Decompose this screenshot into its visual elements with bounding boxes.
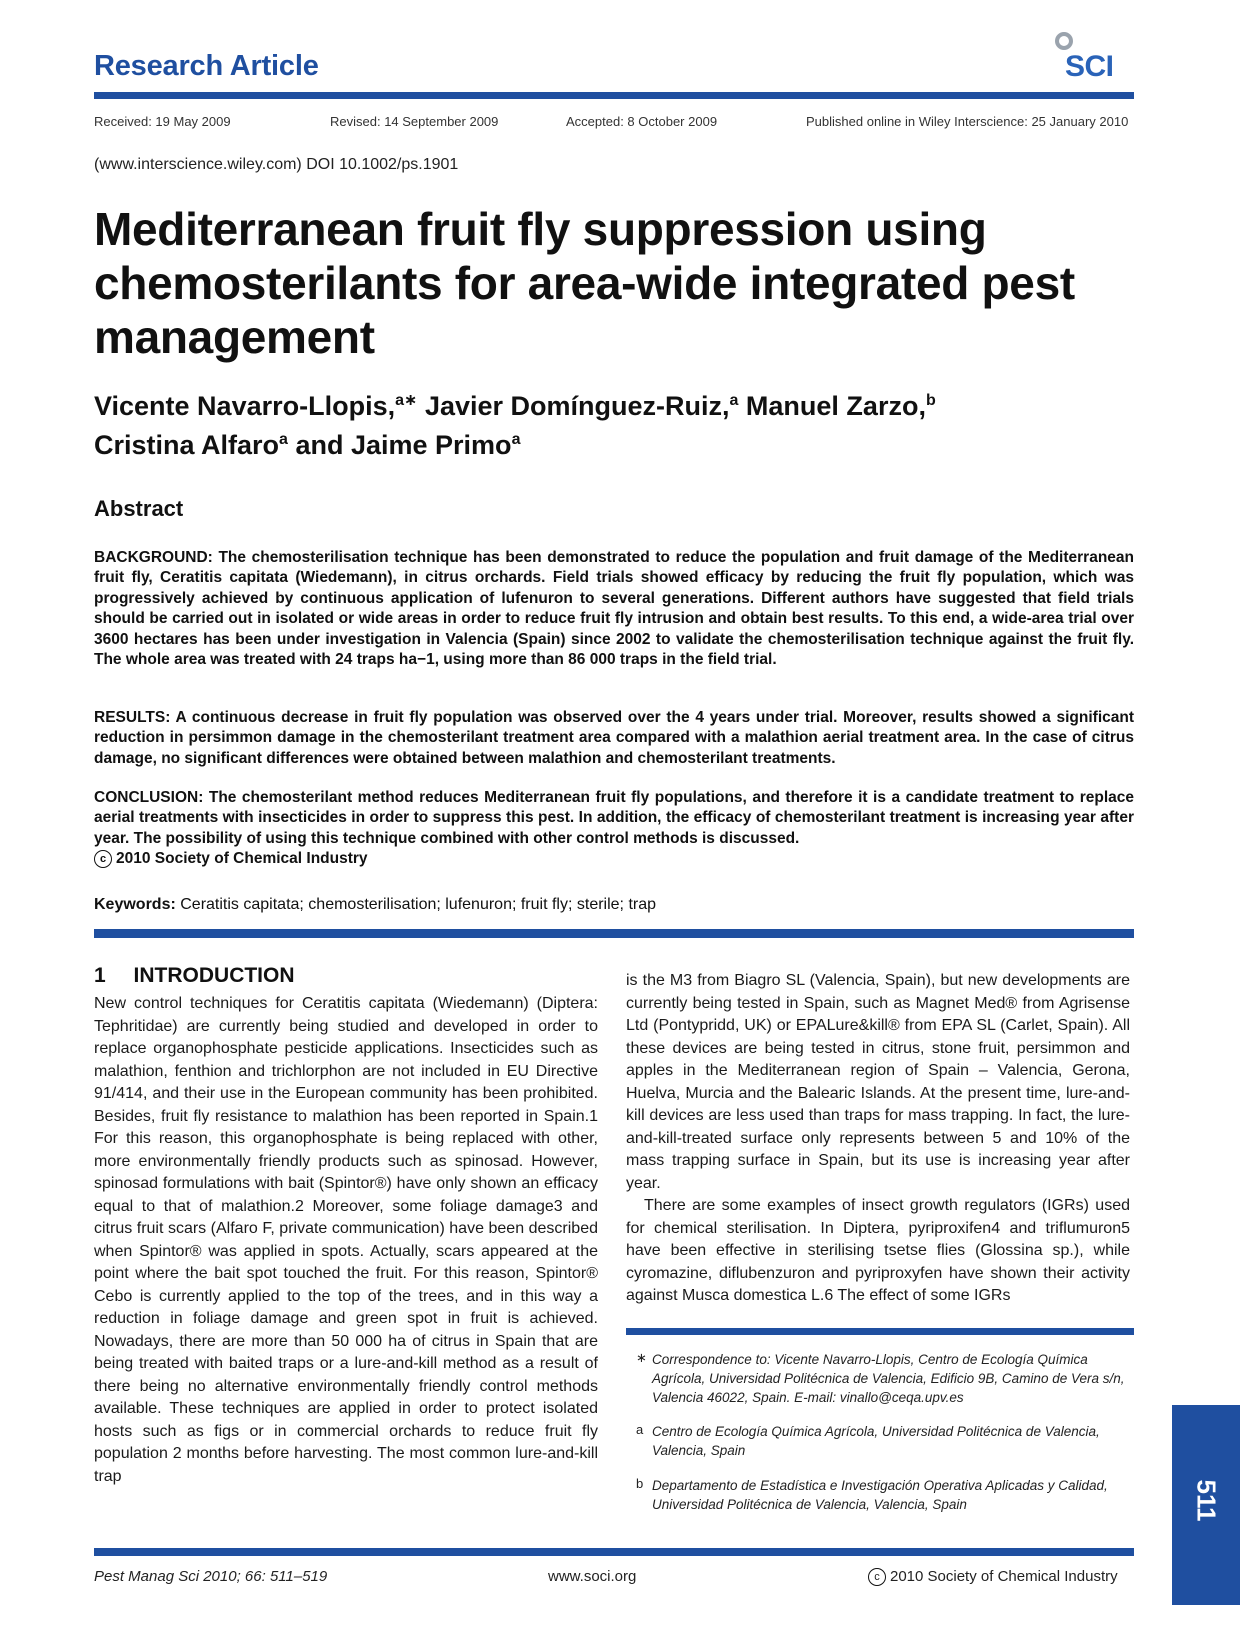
abstract-rule <box>94 929 1134 938</box>
author-affiliation: a <box>511 431 521 448</box>
author-affiliation: b <box>925 392 936 409</box>
footer-url[interactable]: www.soci.org <box>548 1568 637 1585</box>
footer-rule <box>94 1548 1134 1556</box>
footnote-affiliation-a: Centro de Ecología Química Agrícola, Universidad Politécnica de Valencia, Valencia, Spain <box>652 1424 1100 1458</box>
footnote-correspondence[interactable]: Correspondence to: Vicente Navarro-Llopis, Centro de Ecología Química Agrícola, Universidad Politécnica de Valencia, Edificio 9B, Camino de Vera s/n, Valencia 46022, Spain. E-mail: vinallo@ceqa.upv.es <box>652 1352 1125 1405</box>
section-heading <box>94 964 295 988</box>
keywords-line <box>94 896 656 914</box>
doi-line[interactable]: (www.interscience.wiley.com) DOI 10.1002/ps.1901 <box>94 156 459 173</box>
page-number: 511 <box>1191 1479 1222 1522</box>
sci-logo <box>1055 30 1135 86</box>
footnote-mark: b <box>636 1476 644 1491</box>
intro-left-column: New control techniques for Ceratitis capitata (Wiedemann) (Diptera: Tephritidae) are currently being studied and developed in order to replace organophosphate pesticide applications. Insecticides such as malathion, fenthion and trichlorphon are not included in EU Directive 91/414, and their use in the European community has been prohibited. Besides, fruit fly resistance to malathion has been reported in Spain.1 For this reason, this organophosphate is being replaced with other, more environmentally friendly products such as spinosad. However, spinosad formulations with bait (Spintor®) have only shown an efficacy equal to that of malathion.2 Moreover, some foliage damage3 and citrus fruit scars (Alfaro F, private communication) have been described when Spintor® was applied in spots. Actually, scars appeared at the point where the bait spot touched the fruit. For this reason, Spintor® Cebo is currently applied to the top of the trees, and in this way a reduction in foliage damage and green spot in fruit is achieved. Nowadays, there are more than 50 000 ha of citrus in Spain that are being treated with baited traps or a lure-and-kill method as a result of there being no alternative environmentally friendly control methods available. These techniques are applied in order to protect isolated hosts such as figs or in commercial orchards to reduce fruit fly population 2 months before harvesting. The most common lure-and-kill trap <box>94 995 598 1485</box>
author-name: Javier Domínguez-Ruiz, <box>424 391 730 421</box>
author-list <box>94 384 1134 462</box>
author-name: Cristina Alfaro <box>94 430 280 460</box>
article-title: Mediterranean fruit fly suppression using chemosterilants for area-wide integrated pest management <box>94 203 1075 363</box>
footnote-mark: a <box>636 1422 644 1437</box>
footnote-mark: ∗ <box>636 1350 647 1365</box>
abstract-copyright <box>94 850 368 868</box>
author-name: Manuel Zarzo, <box>745 391 926 421</box>
logo-text: SCI <box>1065 50 1114 83</box>
revised-date: Revised: 14 September 2009 <box>330 114 499 129</box>
logo-ring-icon <box>1055 32 1073 50</box>
author-name: Vicente Navarro-Llopis, <box>94 391 396 421</box>
abstract-background: BACKGROUND: The chemosterilisation technique has been demonstrated to reduce the population and fruit damage of the Mediterranean fruit fly, Ceratitis capitata (Wiedemann), in citrus orchards. Field trials showed efficacy by reducing the fruit fly population, which was progressively achieved by continuous application of lufenuron to several generations. Different authors have suggested that field trials should be carried out in isolated or wide areas in order to reduce fruit fly intrusion and obtain best results. To this end, a wide-area trial over 3600 hectares has been under investigation in Valencia (Spain) since 2002 to validate the chemosterilisation technique against the fruit fly. The whole area was treated with 24 traps ha−1, using more than 86 000 traps in the field trial. <box>94 549 1134 669</box>
author-affiliation: a <box>279 431 288 448</box>
keywords-label: Keywords: <box>94 896 176 913</box>
abstract-copyright-text: 2010 Society of Chemical Industry <box>116 850 368 867</box>
published-date: Published online in Wiley Interscience: 25 January 2010 <box>806 114 1129 129</box>
intro-right-column-para2: There are some examples of insect growth regulators (IGRs) used for chemical sterilisation. In Diptera, pyriproxifen4 and triflumuron5 have been effective in sterilising tsetse flies (Glossina sp.), while cyromazine, diflubenzuron and pyriproxyfen have shown their activity against Musca domestica L.6 The effect of some IGRs <box>626 1197 1130 1304</box>
footnote-rule <box>626 1328 1134 1335</box>
accepted-date: Accepted: 8 October 2009 <box>566 114 718 129</box>
copyright-icon: c <box>868 1568 886 1586</box>
section-title: INTRODUCTION <box>133 964 295 987</box>
received-date: Received: 19 May 2009 <box>94 114 231 129</box>
footer-journal-citation: Pest Manag Sci 2010; 66: 511–519 <box>94 1568 328 1585</box>
footer-copyright-text: 2010 Society of Chemical Industry <box>890 1568 1118 1585</box>
intro-right-column-para1: is the M3 from Biagro SL (Valencia, Spain), but new developments are currently being tested in Spain, such as Magnet Med® from Agrisense Ltd (Pontypridd, UK) or EPALure&kill® from EPA SL (Carlet, Spain). All these devices are being tested in citrus, stone fruit, persimmon and apples in the Mediterranean region of Spain – Valencia, Gerona, Huelva, Murcia and the Balearic Islands. At the present time, lure-and-kill devices are less used than traps for mass trapping. In fact, the lure-and-kill-treated surface only represents between 5 and 10% of the mass trapping surface in Spain, but its use is increasing year after year. <box>626 972 1130 1192</box>
footer-copyright <box>868 1568 1118 1586</box>
keywords-text: Ceratitis capitata; chemosterilisation; lufenuron; fruit fly; sterile; trap <box>180 896 657 913</box>
copyright-icon: c <box>94 850 112 868</box>
page-number-tab <box>1172 1405 1240 1605</box>
author-affiliation: a <box>729 392 739 409</box>
abstract-conclusion: CONCLUSION: The chemosterilant method reduces Mediterranean fruit fly populations, and therefore it is a candidate treatment to replace aerial treatments with insecticides in order to suppress this pest. In addition, the efficacy of chemosterilant treatment is increasing year after year. The possibility of using this technique combined with other control methods is discussed. <box>94 789 1134 847</box>
section-number: 1 <box>94 964 106 987</box>
header-rule <box>94 92 1134 99</box>
footnote-affiliation-b: Departamento de Estadística e Investigación Operativa Aplicadas y Calidad, Universidad Politécnica de Valencia, Valencia, Spain <box>652 1478 1108 1512</box>
author-affiliation: a∗ <box>395 392 418 409</box>
abstract-results: RESULTS: A continuous decrease in fruit fly population was observed over the 4 years under trial. Moreover, results showed a significant reduction in persimmon damage in the chemosterilant treatment area compared with a malathion aerial treatment area. In the case of citrus damage, no significant differences were obtained between malathion and chemosterilant treatments. <box>94 709 1134 767</box>
article-type-label: Research Article <box>94 50 319 82</box>
abstract-heading: Abstract <box>94 496 184 521</box>
author-name: and Jaime Primo <box>295 430 512 460</box>
